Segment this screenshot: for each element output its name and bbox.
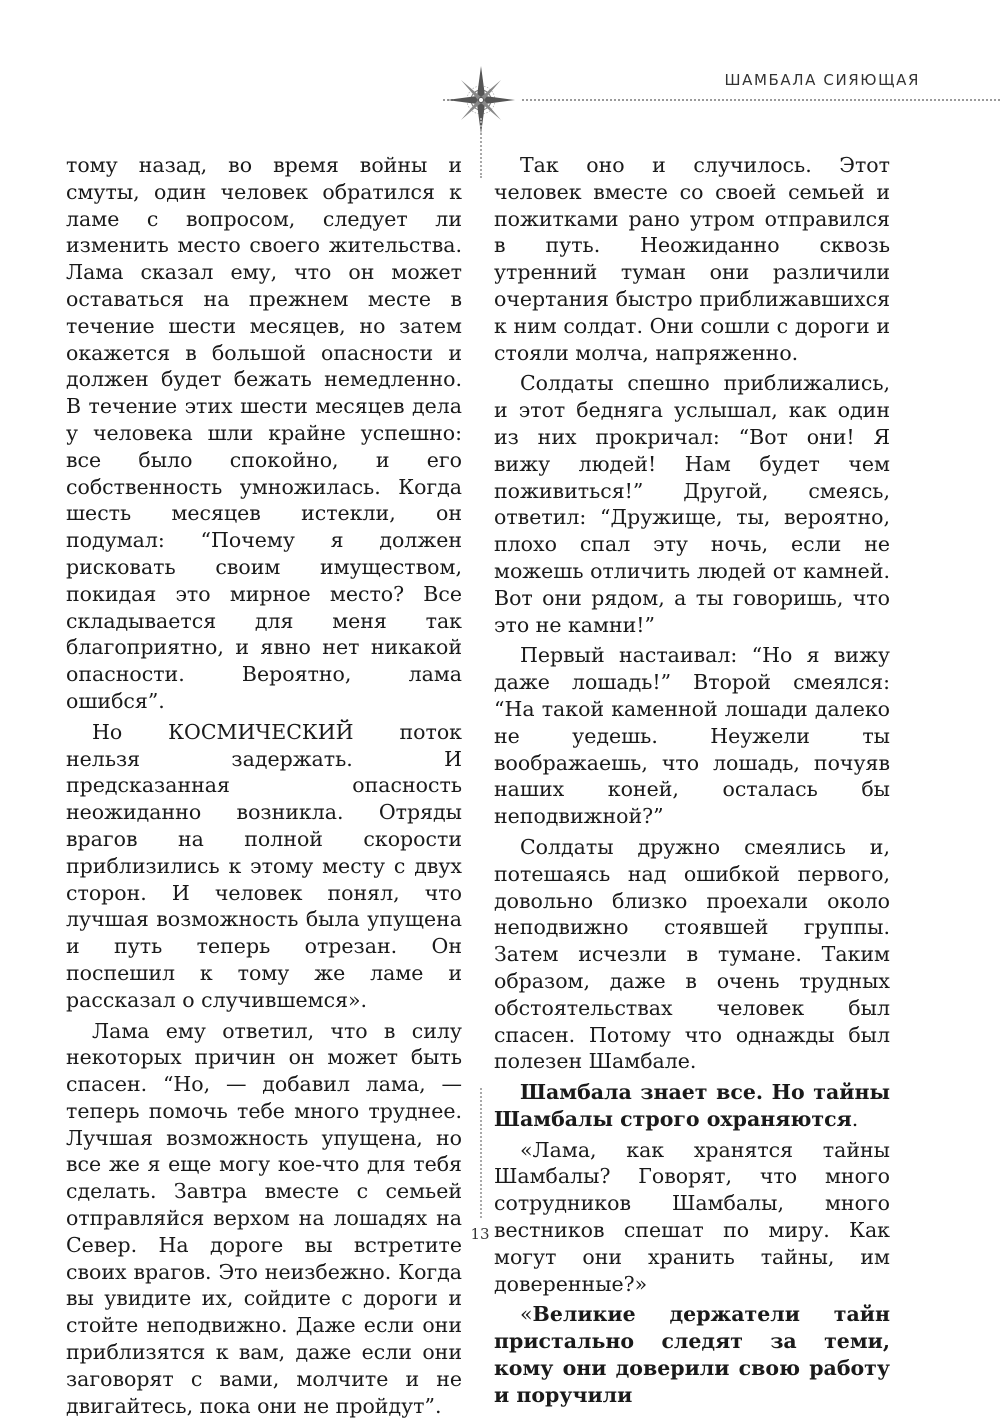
page-number: 13	[470, 1225, 490, 1243]
right-column	[494, 152, 890, 1413]
bold-statement	[494, 1079, 890, 1133]
bold-statement-text: Шамбала знает все. Но тайны Шамбалы строго охраняются	[494, 1080, 890, 1131]
question-paragraph: «Лама, как хранятся тайны Шамбалы? Говорят, что много сотрудников Шамбалы, много вестников спешат по миру. Как могут они хранить тайны, им доверенные?»	[494, 1137, 890, 1296]
header-rule-right	[522, 99, 1000, 101]
answer-open-quote: «	[520, 1302, 533, 1327]
paragraph: Но КОСМИЧЕСКИЙ поток нельзя задержать. И предсказанная опасность неожиданно возникла. Отряды врагов на полной скорости приблизились к этому месту с двух сторон. И человек понял, что лучшая возможность была упущена и путь теперь отрезан. Он поспешил к тому же ламе и рассказал о случившемся».	[66, 719, 462, 1012]
paragraph: Солдаты дружно смеялись и, потешаясь над ошибкой первого, довольно близко проехали около неподвижно стоявшей группы. Затем исчезли в тумане. Таким образом, даже в очень трудных обстоятельствах человек был спасен. Потому что однажды был полезен Шамбале.	[494, 834, 890, 1074]
paragraph: Первый настаивал: “Но я вижу даже лошадь!” Второй смеялся: “На такой каменной лошади далеко не уедешь. Неужели ты воображаешь, что лошадь, почуяв наших коней, осталась бы неподвижной?”	[494, 643, 890, 829]
gutter-rule-top	[480, 118, 482, 178]
running-head: ШАМБАЛА СИЯЮЩАЯ	[724, 71, 920, 89]
paragraph: Солдаты спешно приближались, и этот бедняга услышал, как один из них прокричал: “Вот они! Я вижу людей! Нам будет чем поживиться!” Другой, смеясь, ответил: “Дружище, ты, вероятно, плохо спал эту ночь, если не можешь отличить людей от камней. Вот они рядом, а ты говоришь, что это не камни!”	[494, 371, 890, 637]
paragraph: тому назад, во время войны и смуты, один человек обратился к ламе с вопросом, следует ли изменить место своего жительства. Лама сказал ему, что он может оставаться на прежнем месте в течение шести месяцев, но затем окажется в большой опасности и должен будет бежать немедленно. В течение этих шести месяцев дела у человека шли крайне успешно: все было спокойно, и его собственность умножилась. Когда шесть месяцев истекли, он подумал: “Почему я должен рисковать своим имуществом, покидая это мирное место? Все складывается для меня так благоприятно, и явно нет никакой опасности. Вероятно, лама ошибся”.	[66, 153, 462, 713]
answer-paragraph	[494, 1301, 890, 1408]
answer-bold-text: Великие держатели тайн пристально следят за теми, кому они доверили свою работу и поручили	[494, 1302, 890, 1407]
paragraph: Лама ему ответил, что в силу некоторых причин он может быть спасен. “Но, — добавил лама, — теперь помочь тебе много труднее. Лучшая возможность упущена, но все же я еще могу кое-что для тебя сделать. Завтра вместе с семьей отправляйся верхом на лошадях на Север. На дороге вы встретите своих врагов. Это неизбежно. Когда вы увидите их, сойдите с дороги и стойте неподвижно. Даже если они приблизятся к вам, даже если они заговорят с вами, молчите и не двигайтесь, пока они не пройдут”.	[66, 1018, 462, 1418]
bold-statement-tail: .	[851, 1106, 859, 1131]
gutter-rule-bottom	[480, 1088, 482, 1218]
paragraph: Так оно и случилось. Этот человек вместе со своей семьей и пожитками рано утром отправился в путь. Неожиданно сквозь утренний туман они различили очертания быстро приближавшихся к ним солдат. Они сошли с дороги и стояли молча, напряженно.	[494, 153, 890, 365]
